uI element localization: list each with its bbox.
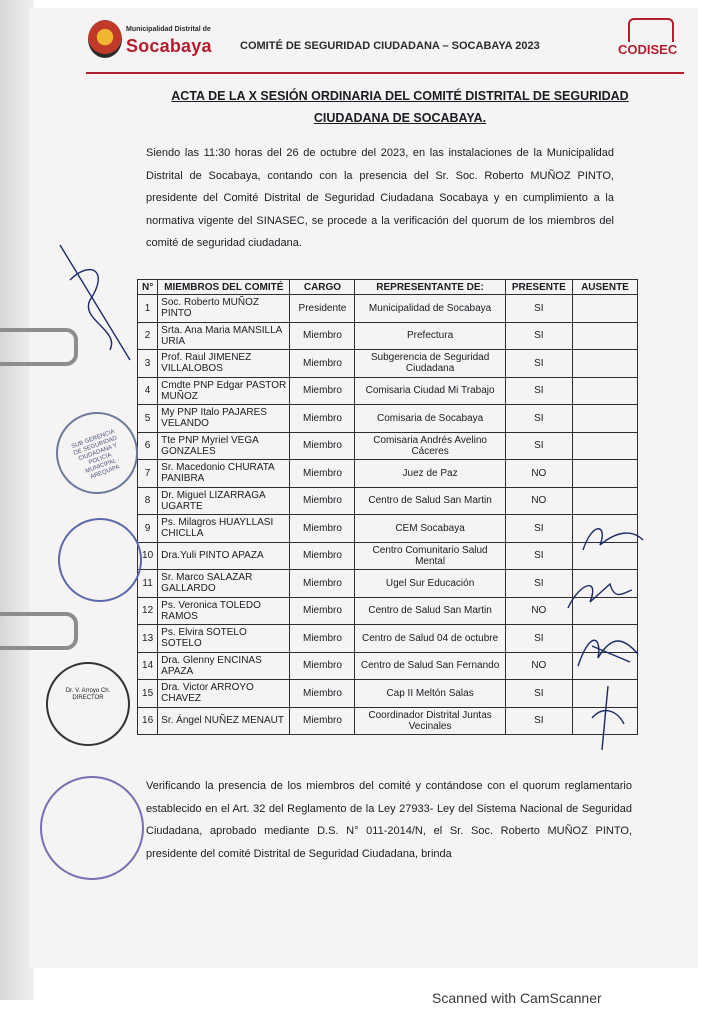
table-row xyxy=(138,460,638,488)
member-name: Ps. Elvira SOTELO SOTELO xyxy=(158,625,290,653)
table-row xyxy=(138,487,638,515)
codisec-logo xyxy=(616,18,686,72)
row-number: 11 xyxy=(138,570,158,598)
absent-mark xyxy=(572,405,637,433)
table-row xyxy=(138,377,638,405)
table-row xyxy=(138,295,638,323)
member-role: Miembro xyxy=(290,405,355,433)
row-number: 15 xyxy=(138,680,158,708)
represents: Comisaria de Socabaya xyxy=(355,405,505,433)
row-number: 4 xyxy=(138,377,158,405)
table-row xyxy=(138,680,638,708)
page-shadow xyxy=(0,0,34,1000)
absent-mark xyxy=(572,322,637,350)
represents: Comisaria Ciudad Mi Trabajo xyxy=(355,377,505,405)
member-name: Sr. Marco SALAZAR GALLARDO xyxy=(158,570,290,598)
present-mark: NO xyxy=(505,460,572,488)
signature-13 xyxy=(572,626,644,672)
represents: Municipalidad de Socabaya xyxy=(355,295,505,323)
present-mark: SI xyxy=(505,625,572,653)
represents: Centro Comunitario Salud Mental xyxy=(355,542,505,570)
opening-paragraph: Siendo las 11:30 horas del 26 de octubre del 2023, en las instalaciones de la Municipalidad Distrital de Socabaya, contando con la presencia del Sr. Soc. Roberto MUÑOZ PINTO, presidente del Comité Distrital de Seguridad Ciudadana Socabaya y en cumplimiento a la normativa vigente del SINASEC, se procede a la verificación del quorum de los miembros del comité de seguridad ciudadana. xyxy=(146,147,614,249)
row-number: 16 xyxy=(138,707,158,735)
melton-salas-stamp-text: Dr. V. Arroyo Ch. DIRECTOR xyxy=(65,688,111,701)
member-role: Miembro xyxy=(290,570,355,598)
row-number: 9 xyxy=(138,515,158,543)
absent-mark xyxy=(572,377,637,405)
row-number: 13 xyxy=(138,625,158,653)
camscanner-watermark: Scanned with CamScanner xyxy=(432,990,602,1006)
member-role: Miembro xyxy=(290,707,355,735)
member-role: Miembro xyxy=(290,625,355,653)
member-name: My PNP Italo PAJARES VELANDO xyxy=(158,405,290,433)
present-mark: SI xyxy=(505,405,572,433)
present-mark: NO xyxy=(505,652,572,680)
member-role: Miembro xyxy=(290,542,355,570)
member-role: Miembro xyxy=(290,350,355,378)
codisec-icon xyxy=(628,18,674,42)
present-mark: SI xyxy=(505,680,572,708)
present-mark: SI xyxy=(505,707,572,735)
represents: Centro de Salud San Martin xyxy=(355,597,505,625)
present-mark: SI xyxy=(505,322,572,350)
represents: Juez de Paz xyxy=(355,460,505,488)
header-role: CARGO xyxy=(290,280,355,295)
table-row xyxy=(138,542,638,570)
municipality-crest-icon xyxy=(88,20,122,58)
represents: Centro de Salud San Martin xyxy=(355,487,505,515)
row-number: 10 xyxy=(138,542,158,570)
member-name: Soc. Roberto MUÑOZ PINTO xyxy=(158,295,290,323)
member-name: Dra.Yuli PINTO APAZA xyxy=(158,542,290,570)
represents: Ugel Sur Educación xyxy=(355,570,505,598)
member-role: Miembro xyxy=(290,680,355,708)
absent-mark xyxy=(572,460,637,488)
row-number: 3 xyxy=(138,350,158,378)
header-number: N° xyxy=(138,280,158,295)
header-title: COMITÉ DE SEGURIDAD CIUDADANA – SOCABAYA 2023 xyxy=(240,40,540,52)
header-absent: AUSENTE xyxy=(572,280,637,295)
present-mark: NO xyxy=(505,487,572,515)
table-row xyxy=(138,405,638,433)
row-number: 8 xyxy=(138,487,158,515)
member-role: Miembro xyxy=(290,515,355,543)
table-row xyxy=(138,707,638,735)
title-line-2: CIUDADANA DE SOCABAYA. xyxy=(313,111,487,125)
table-row xyxy=(138,625,638,653)
absent-mark xyxy=(572,432,637,460)
member-name: Dra. Glenny ENCINAS APAZA xyxy=(158,652,290,680)
header-member: MIEMBROS DEL COMITÉ xyxy=(158,280,290,295)
row-number: 14 xyxy=(138,652,158,680)
member-role: Miembro xyxy=(290,432,355,460)
member-role: Miembro xyxy=(290,322,355,350)
present-mark: SI xyxy=(505,295,572,323)
member-name: Dr. Miguel LIZARRAGA UGARTE xyxy=(158,487,290,515)
row-number: 2 xyxy=(138,322,158,350)
present-mark: SI xyxy=(505,515,572,543)
row-number: 12 xyxy=(138,597,158,625)
absent-mark xyxy=(572,295,637,323)
document-title xyxy=(150,85,650,129)
represents: Prefectura xyxy=(355,322,505,350)
present-mark: SI xyxy=(505,542,572,570)
municipality-name: Socabaya xyxy=(126,36,212,56)
member-name: Prof. Raul JIMENEZ VILLALOBOS xyxy=(158,350,290,378)
attendance-table xyxy=(137,279,638,735)
table-row xyxy=(138,652,638,680)
header-representative: REPRESENTANTE DE: xyxy=(355,280,505,295)
row-number: 1 xyxy=(138,295,158,323)
ministry-stamp xyxy=(40,776,144,880)
signature-15 xyxy=(588,684,628,754)
signature-1 xyxy=(50,240,140,380)
closing-paragraph: Verificando la presencia de los miembros del comité y contándose con el quorum reglamentario establecido en el Art. 32 del Reglamento de la Ley 27933- Ley del Sistema Nacional de Seguridad Ciudadana, aprobado mediante D.S. N° 011-2014/N, el Sr. Soc. Roberto MUÑOZ PINTO, presidente del comité Distrital de Seguridad Ciudadana, brinda xyxy=(146,780,632,860)
signature-9 xyxy=(578,520,648,560)
table-row xyxy=(138,350,638,378)
member-name: Sr. Macedonio CHURATA PANIBRA xyxy=(158,460,290,488)
represents: Centro de Salud 04 de octubre xyxy=(355,625,505,653)
melton-salas-stamp xyxy=(46,662,130,746)
member-name: Ps. Milagros HUAYLLASI CHICLLA xyxy=(158,515,290,543)
codisec-name: CODISEC xyxy=(618,42,678,57)
represents: Comisaria Andrés Avelino Cáceres xyxy=(355,432,505,460)
represents: Cap II Meltón Salas xyxy=(355,680,505,708)
table-header-row xyxy=(138,280,638,295)
member-role: Presidente xyxy=(290,295,355,323)
title-line-1: ACTA DE LA X SESIÓN ORDINARIA DEL COMITÉ DISTRITAL DE SEGURIDAD xyxy=(171,89,629,103)
present-mark: SI xyxy=(505,377,572,405)
represents: Coordinador Distrital Juntas Vecinales xyxy=(355,707,505,735)
member-role: Miembro xyxy=(290,597,355,625)
table-row xyxy=(138,515,638,543)
member-role: Miembro xyxy=(290,460,355,488)
municipality-logo xyxy=(84,18,214,64)
row-number: 7 xyxy=(138,460,158,488)
row-number: 5 xyxy=(138,405,158,433)
subgerencia-stamp-text: SUB GERENCIA DE SEGURIDAD CIUDADANA Y POLICÍA MUNICIPAL · AREQUIPA xyxy=(70,428,121,481)
letterhead xyxy=(84,18,684,76)
member-name: Ps. Veronica TOLEDO RAMOS xyxy=(158,597,290,625)
absent-mark xyxy=(572,487,637,515)
member-name: Cmdte PNP Edgar PASTOR MUÑOZ xyxy=(158,377,290,405)
represents: Centro de Salud San Fernando xyxy=(355,652,505,680)
represents: CEM Socabaya xyxy=(355,515,505,543)
present-mark: SI xyxy=(505,432,572,460)
member-role: Miembro xyxy=(290,377,355,405)
binder-ring-bottom xyxy=(0,612,78,650)
member-name: Srta. Ana Maria MANSILLA URIA xyxy=(158,322,290,350)
header-present: PRESENTE xyxy=(505,280,572,295)
present-mark: SI xyxy=(505,350,572,378)
represents: Subgerencia de Seguridad Ciudadana xyxy=(355,350,505,378)
table-row xyxy=(138,432,638,460)
present-mark: NO xyxy=(505,597,572,625)
signature-11 xyxy=(560,572,640,616)
header-divider xyxy=(86,72,684,74)
municipality-label: Municipalidad Distrital de xyxy=(126,26,211,33)
member-name: Tte PNP Myriel VEGA GONZALES xyxy=(158,432,290,460)
member-role: Miembro xyxy=(290,652,355,680)
absent-mark xyxy=(572,350,637,378)
member-name: Sr. Ángel NUÑEZ MENAUT xyxy=(158,707,290,735)
row-number: 6 xyxy=(138,432,158,460)
member-name: Dra. Victor ARROYO CHAVEZ xyxy=(158,680,290,708)
table-row xyxy=(138,322,638,350)
present-mark: SI xyxy=(505,570,572,598)
member-role: Miembro xyxy=(290,487,355,515)
